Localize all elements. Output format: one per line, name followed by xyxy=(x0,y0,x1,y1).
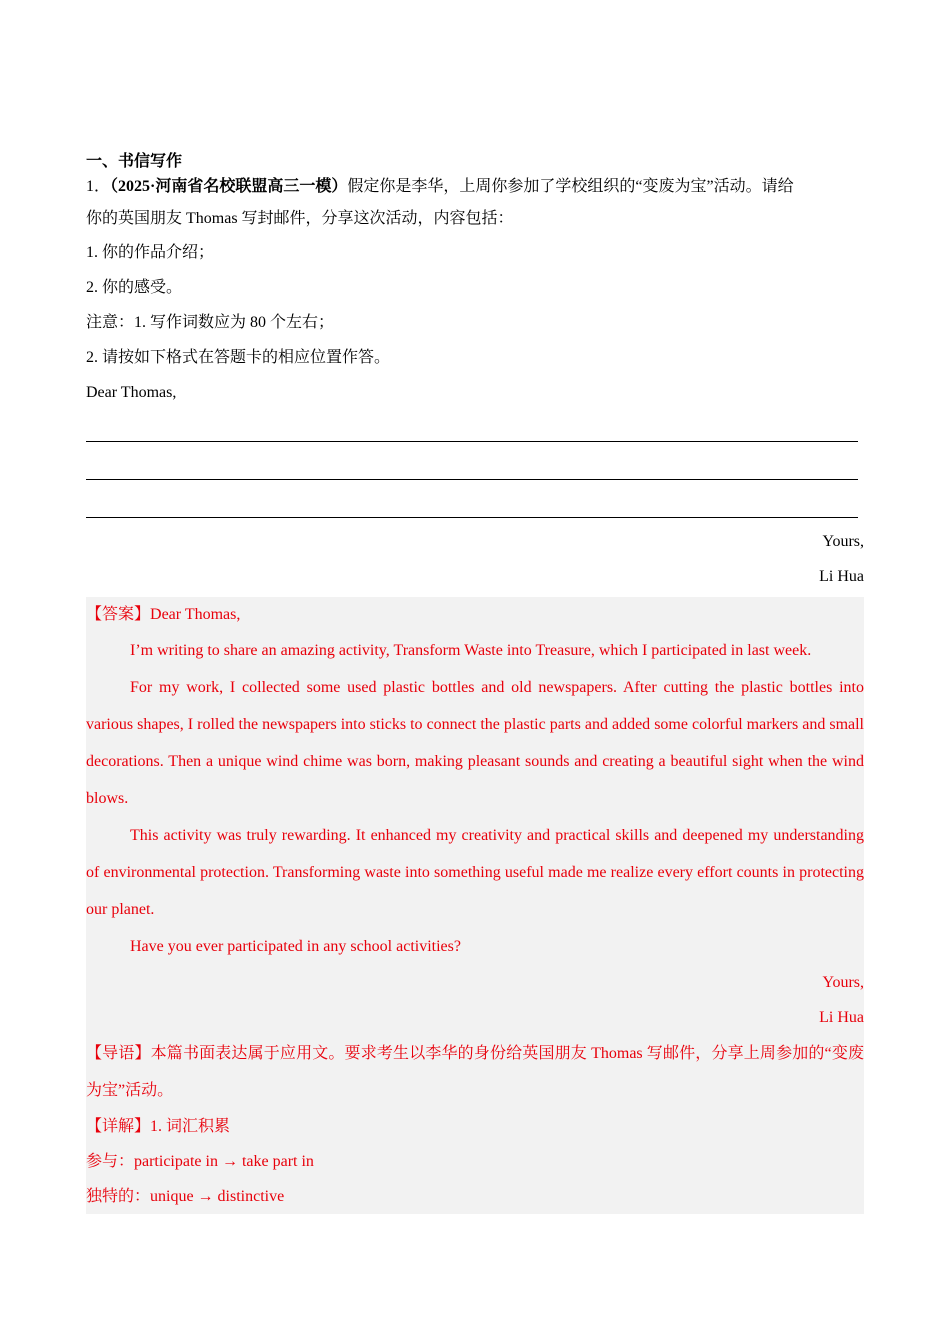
question-source: （2025·河南省名校联盟高三一模） xyxy=(110,178,348,195)
note-2: 2. 请按如下格式在答题卡的相应位置作答。 xyxy=(86,349,391,366)
requirement-1: 1. 你的作品介绍； xyxy=(86,244,215,261)
question-number: 1． xyxy=(86,178,111,195)
answer-greeting: Dear Thomas, xyxy=(150,606,241,623)
section-title: 一、书信写作 xyxy=(86,153,183,170)
detail-tag: 【详解】 xyxy=(86,1118,151,1135)
guide-tag: 【导语】 xyxy=(86,1045,151,1062)
answer-paragraph-2: For my work, I collected some used plastic bottles and old newspapers. After cutting the plastic bottles into various shapes, I rolled the newspapers into sticks to connect the plastic parts and added some colorful markers and small decorations. Then a unique wind chime was born, making pleasant sounds and creating a beautiful sight when the wind blows. xyxy=(86,679,864,807)
answer-tag: 【答案】 xyxy=(86,606,151,623)
answer-blank-line[interactable] xyxy=(86,448,864,486)
requirement-2: 2. 你的感受。 xyxy=(86,279,183,296)
answer-blank-line[interactable] xyxy=(86,410,864,448)
letter-closing: Yours, xyxy=(822,533,864,550)
question-prompt-line2: 你的英国朋友 Thomas 写封邮件，分享这次活动，内容包括： xyxy=(86,210,514,227)
guide-section xyxy=(86,1035,864,1109)
question-header xyxy=(86,174,864,200)
vocab-item: 参与：participate in → take part in xyxy=(86,1153,314,1170)
detail-heading: 1. 词汇积累 xyxy=(150,1118,231,1135)
vocab-item: 独特的：unique → distinctive xyxy=(86,1188,285,1205)
answer-signature: Li Hua xyxy=(819,1009,864,1026)
question-prompt-line1: 假定你是李华，上周你参加了学校组织的“变废为宝”活动。请给 xyxy=(347,178,794,195)
answer-blank-line[interactable] xyxy=(86,486,864,524)
answer-closing: Yours, xyxy=(822,974,864,991)
letter-signature: Li Hua xyxy=(819,568,864,585)
answer-paragraph-4: Have you ever participated in any school activities? xyxy=(130,938,461,955)
note-1: 注意：1. 写作词数应为 80 个左右； xyxy=(86,314,335,331)
letter-greeting: Dear Thomas, xyxy=(86,384,177,401)
guide-text: 本篇书面表达属于应用文。要求考生以李华的身份给英国朋友 Thomas 写邮件，分享上周参加的“变废为宝”活动。 xyxy=(86,1045,864,1099)
answer-paragraph-3: This activity was truly rewarding. It enhanced my creativity and practical skills and deepened my understanding of environmental protection. Transforming waste into something useful made me realize every effort counts in protecting our planet. xyxy=(86,827,864,918)
document-page xyxy=(86,150,864,1214)
answer-paragraph-1: I’m writing to share an amazing activity, Transform Waste into Treasure, which I participated in last week. xyxy=(130,642,812,659)
answer-section xyxy=(86,597,864,1214)
